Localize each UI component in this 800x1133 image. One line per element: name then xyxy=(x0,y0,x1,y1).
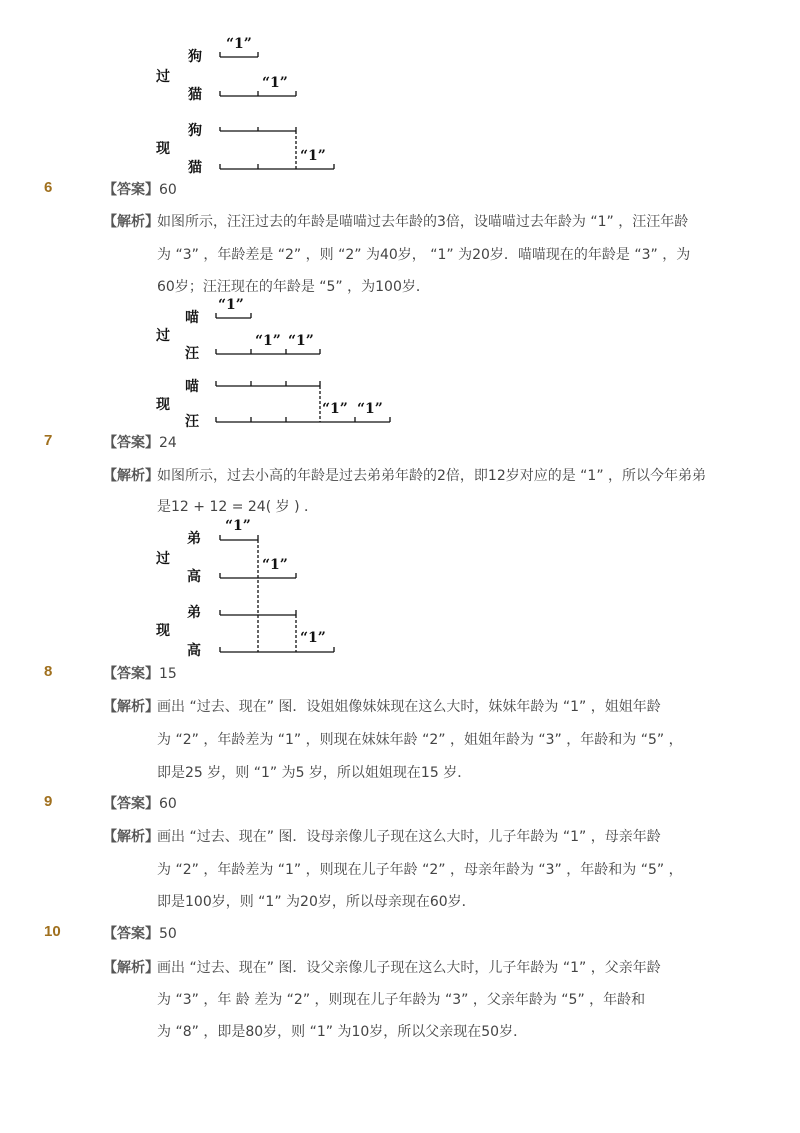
diagram3-lines xyxy=(0,520,800,660)
analysis-line: 即是25 岁，则 “1” 为5 岁，所以姐姐现在15 岁． xyxy=(157,765,472,781)
diagram3-label-di-past: 弟 xyxy=(187,531,201,547)
analysis-tag: 【解析】 xyxy=(103,699,159,715)
diagram2-unit: “1” xyxy=(322,401,348,417)
analysis-line: 即是100岁，则 “1” 为20岁，所以母亲现在60岁． xyxy=(157,894,476,910)
diagram1-lines xyxy=(0,0,800,180)
analysis-line: 为 “3” ，年 龄 差为 “2” ，则现在儿子年龄为 “3” ，父亲年龄为 “5” ，年龄和 xyxy=(157,992,646,1008)
analysis-line: 为 “8” ，即是80岁，则 “1” 为10岁，所以父亲现在50岁． xyxy=(157,1024,528,1040)
answer-value: 60 xyxy=(159,796,177,812)
analysis-tag: 【解析】 xyxy=(103,960,159,976)
diagram1-label-now: 现 xyxy=(156,141,170,157)
analysis-line: 如图所示，过去小高的年龄是过去弟弟年龄的2倍，即12岁对应的是 “1” ，所以今年弟弟 xyxy=(157,468,707,484)
diagram2-label-past: 过 xyxy=(156,328,170,344)
answer-tag: 【答案】24 xyxy=(103,435,177,451)
diagram2-label-miao-now: 喵 xyxy=(185,379,199,395)
diagram2-label-miao-past: 喵 xyxy=(185,310,199,326)
diagram1-label-cat-now: 猫 xyxy=(188,160,202,176)
answer-value: 15 xyxy=(159,666,177,682)
answer-value: 50 xyxy=(159,926,177,942)
question-number: 7 xyxy=(44,432,53,449)
question-number: 10 xyxy=(44,923,61,940)
diagram1-unit-1: “1” xyxy=(226,36,252,52)
diagram2-label-wang-now: 汪 xyxy=(185,414,199,430)
diagram3-unit: “1” xyxy=(300,630,326,646)
diagram3-unit: “1” xyxy=(225,518,251,534)
diagram2-lines xyxy=(0,290,800,430)
analysis-line: 60岁；汪汪现在的年龄是 “5” ，为100岁． xyxy=(157,279,430,295)
analysis-tag: 【解析】 xyxy=(103,829,159,845)
diagram3-label-now: 现 xyxy=(156,623,170,639)
question-number: 9 xyxy=(44,793,53,810)
diagram1-label-dog-now: 狗 xyxy=(188,123,202,139)
diagram1-label-cat-past: 猫 xyxy=(188,87,202,103)
answer-value: 60 xyxy=(159,182,177,198)
answer-value: 24 xyxy=(159,435,177,451)
analysis-line: 为 “2” ，年龄差为 “1” ，则现在儿子年龄 “2” ，母亲年龄为 “3” ，年龄和为 “5” ， xyxy=(157,862,683,878)
diagram2-unit: “1” xyxy=(357,401,383,417)
diagram1-label-past: 过 xyxy=(156,69,170,85)
diagram1-unit-3: “1” xyxy=(300,148,326,164)
answer-tag: 【答案】60 xyxy=(103,796,177,812)
answer-tag: 【答案】60 xyxy=(103,182,177,198)
question-number: 8 xyxy=(44,663,53,680)
analysis-line: 为 “2” ，年龄差为 “1” ，则现在妹妹年龄 “2” ，姐姐年龄为 “3” ，年龄和为 “5” ， xyxy=(157,732,683,748)
diagram2-unit: “1” xyxy=(218,297,244,313)
diagram1-unit-2: “1” xyxy=(262,75,288,91)
answer-tag: 【答案】15 xyxy=(103,666,177,682)
analysis-tag: 【解析】 xyxy=(103,214,159,230)
diagram2-unit: “1” xyxy=(255,333,281,349)
diagram3-label-gao-now: 高 xyxy=(187,643,201,659)
analysis-line: 如图所示，汪汪过去的年龄是喵喵过去年龄的3倍，设喵喵过去年龄为 “1” ，汪汪年龄 xyxy=(157,214,689,230)
question-number: 6 xyxy=(44,179,53,196)
analysis-line: 画出 “过去、现在” 图．设姐姐像妹妹现在这么大时，妹妹年龄为 “1” ，姐姐年龄 xyxy=(157,699,661,715)
diagram3-label-gao-past: 高 xyxy=(187,569,201,585)
diagram2-label-now: 现 xyxy=(156,397,170,413)
diagram3-label-past: 过 xyxy=(156,551,170,567)
analysis-tag: 【解析】 xyxy=(103,468,159,484)
analysis-line: 画出 “过去、现在” 图．设父亲像儿子现在这么大时，儿子年龄为 “1” ，父亲年龄 xyxy=(157,960,661,976)
diagram2-label-wang-past: 汪 xyxy=(185,346,199,362)
answer-tag: 【答案】50 xyxy=(103,926,177,942)
diagram3-label-di-now: 弟 xyxy=(187,605,201,621)
analysis-line: 是12 + 12 = 24( 岁 ) ． xyxy=(157,499,318,515)
analysis-line: 画出 “过去、现在” 图．设母亲像儿子现在这么大时，儿子年龄为 “1” ，母亲年龄 xyxy=(157,829,661,845)
diagram2-unit: “1” xyxy=(288,333,314,349)
analysis-line: 为 “3” ，年龄差是 “2” ，则 “2” 为40岁， “1” 为20岁．喵喵现在的年龄是 “3” ，为 xyxy=(157,247,691,263)
diagram1-label-dog-past: 狗 xyxy=(188,49,202,65)
diagram3-unit: “1” xyxy=(262,557,288,573)
